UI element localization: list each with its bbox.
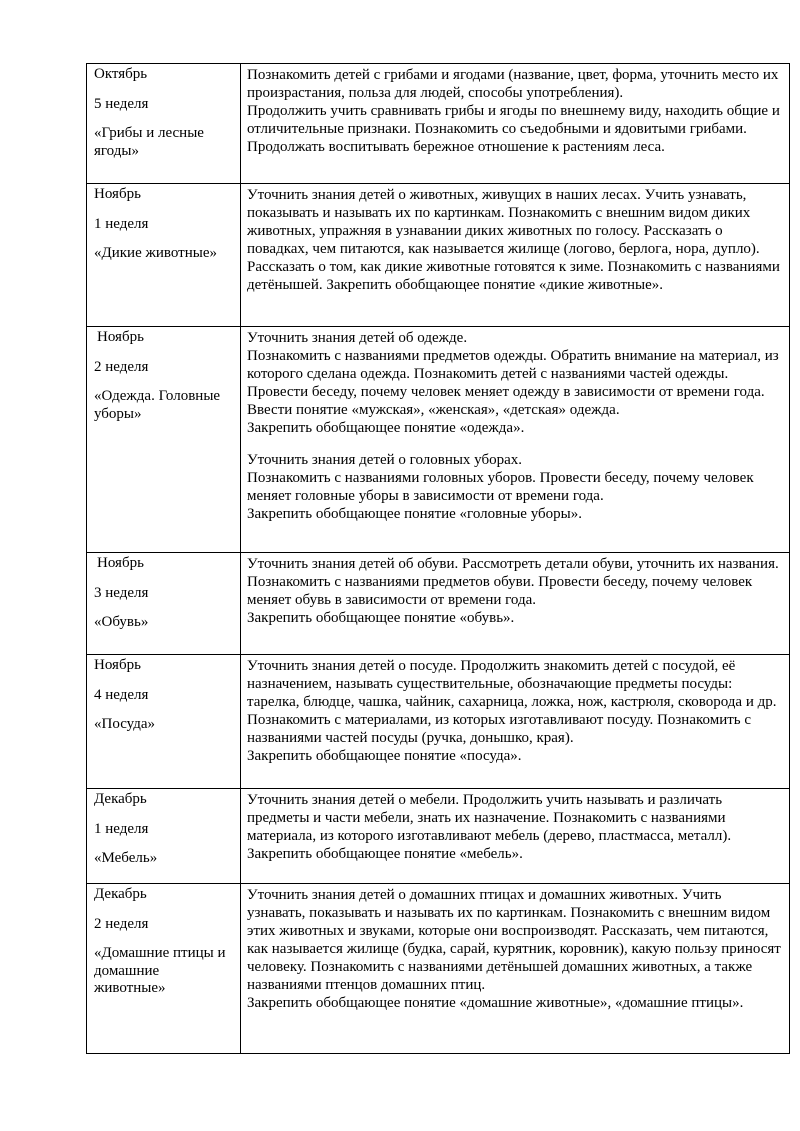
lesson-plan-table	[86, 63, 790, 1054]
goal-paragraph: Уточнить знания детей о домашних птицах и домашних животных. Учить узнавать, показывать и называть их по картинкам. Познакомить с внешним видом этих животных и звуками, которые они воспроизводят. Рассказать, чем питаются, как называется жилище (будка, сарай, курятник, коровник), какую пользу приносят человеку. Познакомить с названиями детёнышей домашних животных, а также названиями птенцов домашних птиц.	[247, 887, 781, 993]
month-label: Октябрь	[94, 66, 148, 82]
month-label: Декабрь	[94, 791, 147, 807]
period-cell	[87, 884, 241, 1054]
goal-paragraph: Закрепить обобщающее понятие «обувь».	[247, 610, 515, 626]
month-label: Декабрь	[94, 886, 147, 902]
goal-paragraph: Познакомить с названиями предметов одежды. Обратить внимание на материал, из которого сделана одежда. Познакомить детей с названиями частей одежды. Провести беседу, почему человек меняет одежду в зависимости от времени года. Ввести понятие «мужская», «женская», «детская» одежда.	[247, 348, 779, 418]
table-row	[87, 884, 790, 1054]
week-label: 1 неделя	[94, 215, 149, 232]
goals-cell	[241, 327, 790, 553]
goal-paragraph: Уточнить знания детей о головных уборах.	[247, 452, 523, 468]
period-cell	[87, 64, 241, 184]
goal-paragraph: Уточнить знания детей о мебели. Продолжить учить называть и различать предметы и части мебели, знать их назначение. Познакомить с названиями материала, из которого изготавливают мебель (дерево, пластмасса, металл). Закрепить обобщающее понятие «мебель».	[247, 792, 732, 862]
goals-cell	[241, 789, 790, 884]
week-label: 2 неделя	[94, 358, 149, 375]
week-label: 2 неделя	[94, 915, 149, 932]
table-row	[87, 184, 790, 327]
topic-label: «Обувь»	[94, 614, 149, 630]
goal-paragraph: Продолжить учить сравнивать грибы и ягоды по внешнему виду, находить общие и отличительные признаки. Познакомить со съедобными и ядовитыми грибами.	[247, 103, 780, 137]
topic-label: «Одежда. Головные уборы»	[94, 388, 221, 422]
goal-paragraph: Закрепить обобщающее понятие «головные уборы».	[247, 506, 582, 522]
table-row	[87, 64, 790, 184]
table-row	[87, 553, 790, 655]
goal-paragraph: Познакомить с названиями предметов обуви. Провести беседу, почему человек меняет обувь в зависимости от времени года.	[247, 574, 753, 608]
goals-cell	[241, 184, 790, 327]
goal-paragraph: Уточнить знания детей о животных, живущих в наших лесах. Учить узнавать, показывать и называть их по картинкам. Познакомить с внешним видом диких животных, упражняя в узнавании диких животных по голосу. Рассказать о повадках, чем питаются, как называется жилище (логово, берлога, нора, дупло). Рассказать о том, как дикие животные готовятся к зиме. Познакомить с названиями детёнышей. Закрепить обобщающее понятие «дикие животные».	[247, 187, 780, 293]
week-label: 1 неделя	[94, 820, 149, 837]
month-label: Ноябрь	[97, 329, 144, 345]
goal-paragraph: Познакомить детей с грибами и ягодами (название, цвет, форма, уточнить место их произрастания, польза для людей, способы употребления).	[247, 67, 779, 101]
period-cell	[87, 553, 241, 655]
goal-paragraph: Продолжать воспитывать бережное отношение к растениям леса.	[247, 139, 665, 155]
week-label: 4 неделя	[94, 686, 149, 703]
goal-paragraph: Уточнить знания детей об обуви. Рассмотреть детали обуви, уточнить их названия.	[247, 556, 779, 572]
topic-label: «Грибы и лесные ягоды»	[94, 125, 204, 159]
period-cell	[87, 327, 241, 553]
month-label: Ноябрь	[97, 555, 144, 571]
month-label: Ноябрь	[94, 657, 141, 673]
topic-label: «Посуда»	[94, 716, 156, 732]
week-label: 5 неделя	[94, 95, 149, 112]
topic-label: «Мебель»	[94, 850, 158, 866]
table-row	[87, 327, 790, 553]
goal-paragraph: Уточнить знания детей об одежде.	[247, 330, 468, 346]
goal-paragraph: Закрепить обобщающее понятие «одежда».	[247, 420, 525, 436]
week-label: 3 неделя	[94, 584, 149, 601]
goals-cell	[241, 884, 790, 1054]
goal-paragraph: Уточнить знания детей о посуде. Продолжить знакомить детей с посудой, её назначением, называть существительные, обозначающие предметы посуды: тарелка, блюдце, чашка, чайник, сахарница, ложка, нож, кастрюля, сковорода и др. Познакомить с материалами, из которых изготавливают посуду. Познакомить с названиями частей посуды (ручка, донышко, края).	[247, 658, 777, 746]
table-row	[87, 789, 790, 884]
period-cell	[87, 655, 241, 789]
period-cell	[87, 789, 241, 884]
goals-cell	[241, 64, 790, 184]
goals-cell	[241, 553, 790, 655]
goal-paragraph: Познакомить с названиями головных уборов. Провести беседу, почему человек меняет головные уборы в зависимости от времени года.	[247, 470, 754, 504]
period-cell	[87, 184, 241, 327]
goals-cell	[241, 655, 790, 789]
topic-label: «Дикие животные»	[94, 245, 217, 261]
goal-paragraph: Закрепить обобщающее понятие «домашние животные», «домашние птицы».	[247, 995, 744, 1011]
table-row	[87, 655, 790, 789]
goal-paragraph: Закрепить обобщающее понятие «посуда».	[247, 748, 522, 764]
topic-label: «Домашние птицы и домашние животные»	[94, 945, 226, 996]
month-label: Ноябрь	[94, 186, 141, 202]
